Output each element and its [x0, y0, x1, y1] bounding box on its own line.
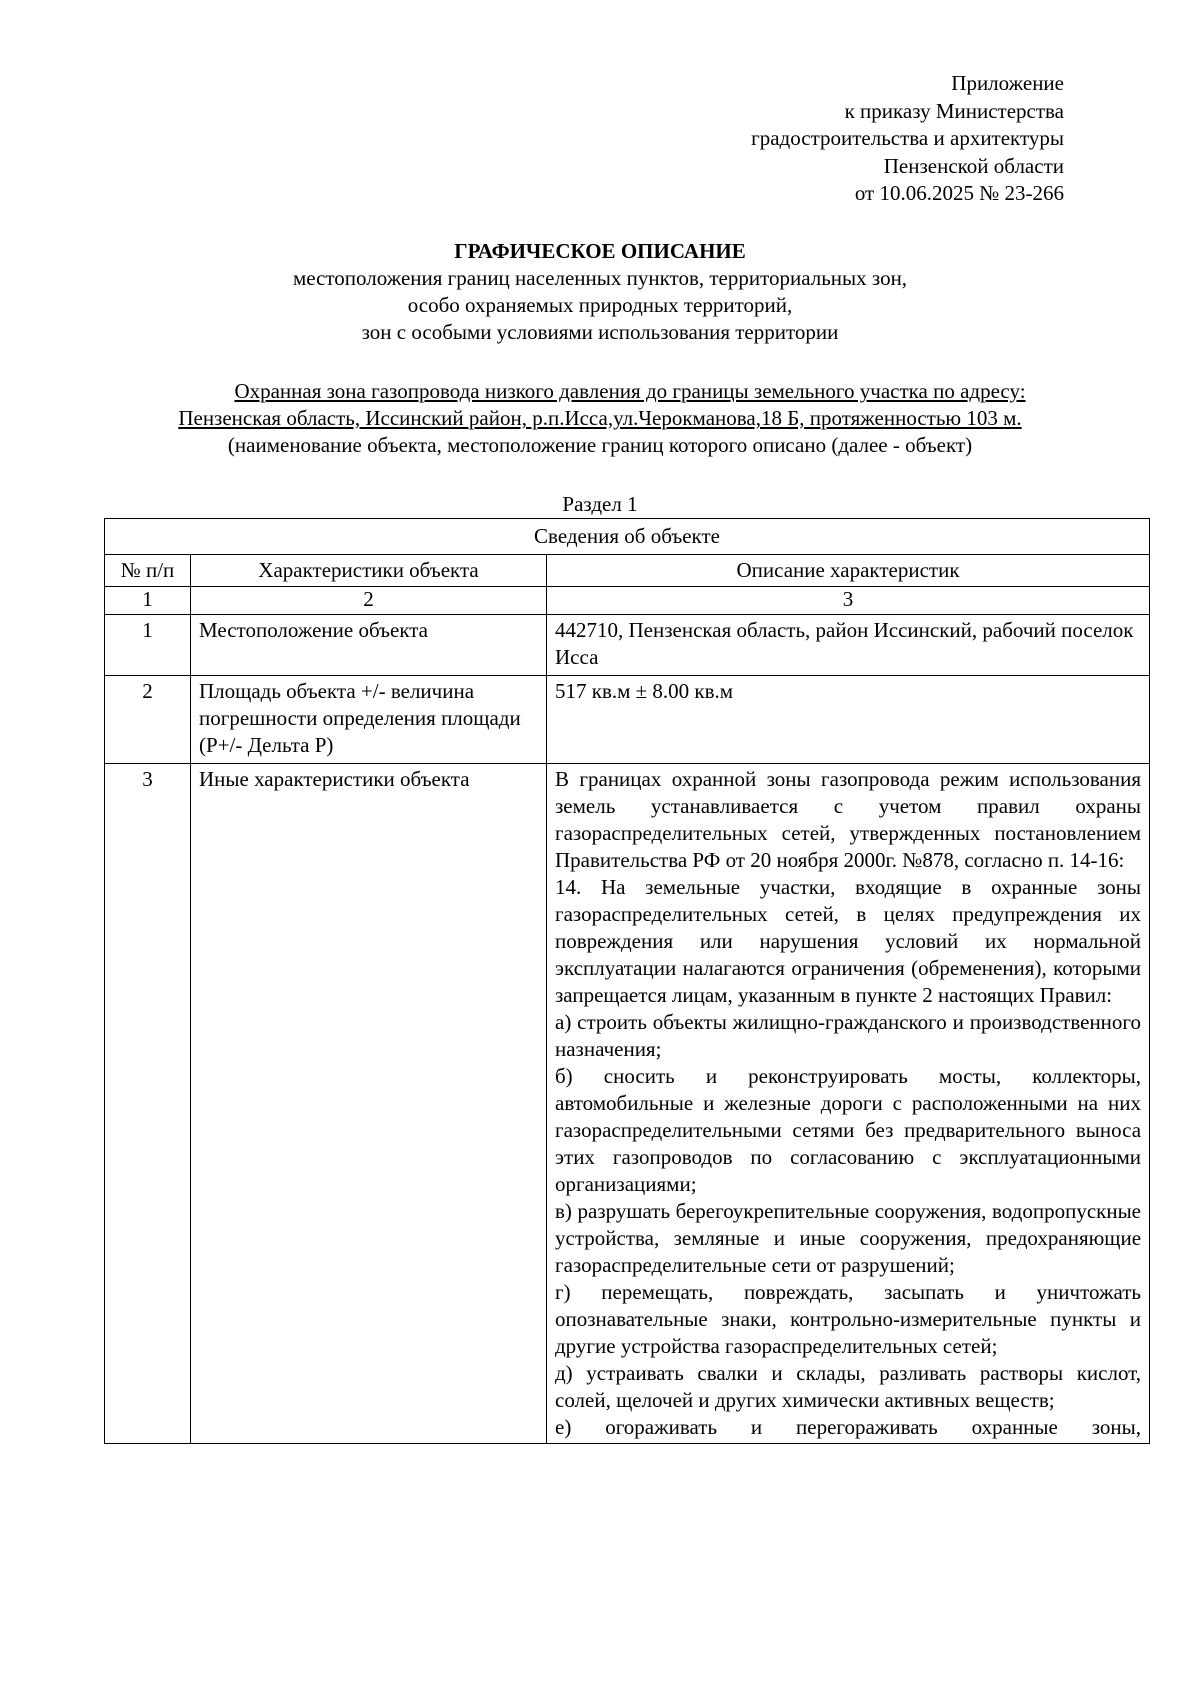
row-num: 1 [105, 615, 191, 676]
row-name: Местоположение объекта [191, 615, 547, 676]
appendix-line: Пензенской области [883, 153, 1064, 178]
row-num: 2 [105, 676, 191, 764]
row-desc: 517 кв.м ± 8.00 кв.м [547, 676, 1150, 764]
desc-paragraph: в) разрушать берегоукрепительные сооружения, водопропускные устройства, земляные и иные сооружения, предохраняющие газораспределительные сети от разрушений; [555, 1199, 1142, 1277]
row-num: 3 [105, 764, 191, 1444]
appendix-line: к приказу Министерства [844, 98, 1064, 123]
desc-paragraph: а) строить объекты жилищно-гражданского и производственного назначения; [555, 1010, 1142, 1061]
subtitle-line: местоположения границ населенных пунктов, территориальных зон, [292, 266, 908, 290]
col-number: 1 [105, 587, 191, 615]
table-row [105, 615, 1150, 676]
header-description: Описание характеристик [547, 555, 1150, 587]
column-number-row [105, 587, 1150, 615]
subtitle-line: особо охраняемых природных территорий, [407, 293, 793, 317]
main-title: ГРАФИЧЕСКОЕ ОПИСАНИЕ [454, 239, 746, 263]
object-line-1: Охранная зона газопровода низкого давления до границы земельного участка по адресу: [234, 379, 1026, 403]
appendix-line: градостроительства и архитектуры [751, 126, 1064, 150]
object-line-2: Пензенская область, Иссинский район, р.п.Исса,ул.Черокманова,18 Б, протяженностью 103 м. [178, 406, 1022, 430]
section-title: Раздел 1 [562, 492, 638, 516]
row-desc [547, 764, 1150, 1444]
object-name [100, 378, 1100, 459]
header-num: № п/п [105, 555, 191, 587]
subtitle-line: зон с особыми условиями использования территории [361, 320, 839, 344]
table-title-row [105, 519, 1150, 555]
row-name: Площадь объекта +/- величина погрешности определения площади (Р+/- Дельта Р) [191, 676, 547, 764]
row-name: Иные характеристики объекта [191, 764, 547, 1444]
col-number: 2 [191, 587, 547, 615]
desc-paragraph: д) устраивать свалки и склады, разливать растворы кислот, солей, щелочей и других химически активных веществ; [555, 1361, 1142, 1412]
object-caption: (наименование объекта, местоположение границ которого описано (далее - объект) [227, 433, 973, 457]
header-characteristic: Характеристики объекта [191, 555, 547, 587]
col-number: 3 [547, 587, 1150, 615]
desc-paragraph: 14. На земельные участки, входящие в охранные зоны газораспределительных сетей, в целях предупреждения их повреждения или нарушения условий их нормальной эксплуатации налагаются ограничения (обременения), которыми запрещается лицам, указанным в пункте 2 настоящих Правил: [555, 875, 1142, 1007]
appendix-line: Приложение [951, 71, 1064, 95]
table-row [105, 676, 1150, 764]
table-header-row [105, 555, 1150, 587]
appendix-line: от 10.06.2025 № 23-266 [854, 181, 1064, 205]
appendix-header [564, 70, 1064, 208]
desc-paragraph: В границах охранной зоны газопровода режим использования земель устанавливается с учетом правил охраны газораспределительных сетей, утвержденных постановлением Правительства РФ от 20 ноября 2000г. №878, согласно п. 14-16: [555, 767, 1142, 872]
table-row [105, 764, 1150, 1444]
desc-paragraph: б) сносить и реконструировать мосты, коллекторы, автомобильные и железные дороги с расположенными на них газораспределительными сетями без предварительного выноса этих газопроводов по согласованию с эксплуатационными организациями; [555, 1064, 1142, 1196]
desc-paragraph: г) перемещать, повреждать, засыпать и уничтожать опознавательные знаки, контрольно-измерительные пункты и другие устройства газораспределительных сетей; [555, 1280, 1142, 1358]
document-title [100, 238, 1100, 346]
row-desc: 442710, Пензенская область, район Иссинский, рабочий поселок Исса [547, 615, 1150, 676]
table-title: Сведения об объекте [105, 519, 1150, 555]
desc-paragraph: е) огораживать и перегораживать охранные зоны, [555, 1415, 1142, 1439]
object-info-table [104, 518, 1150, 1444]
